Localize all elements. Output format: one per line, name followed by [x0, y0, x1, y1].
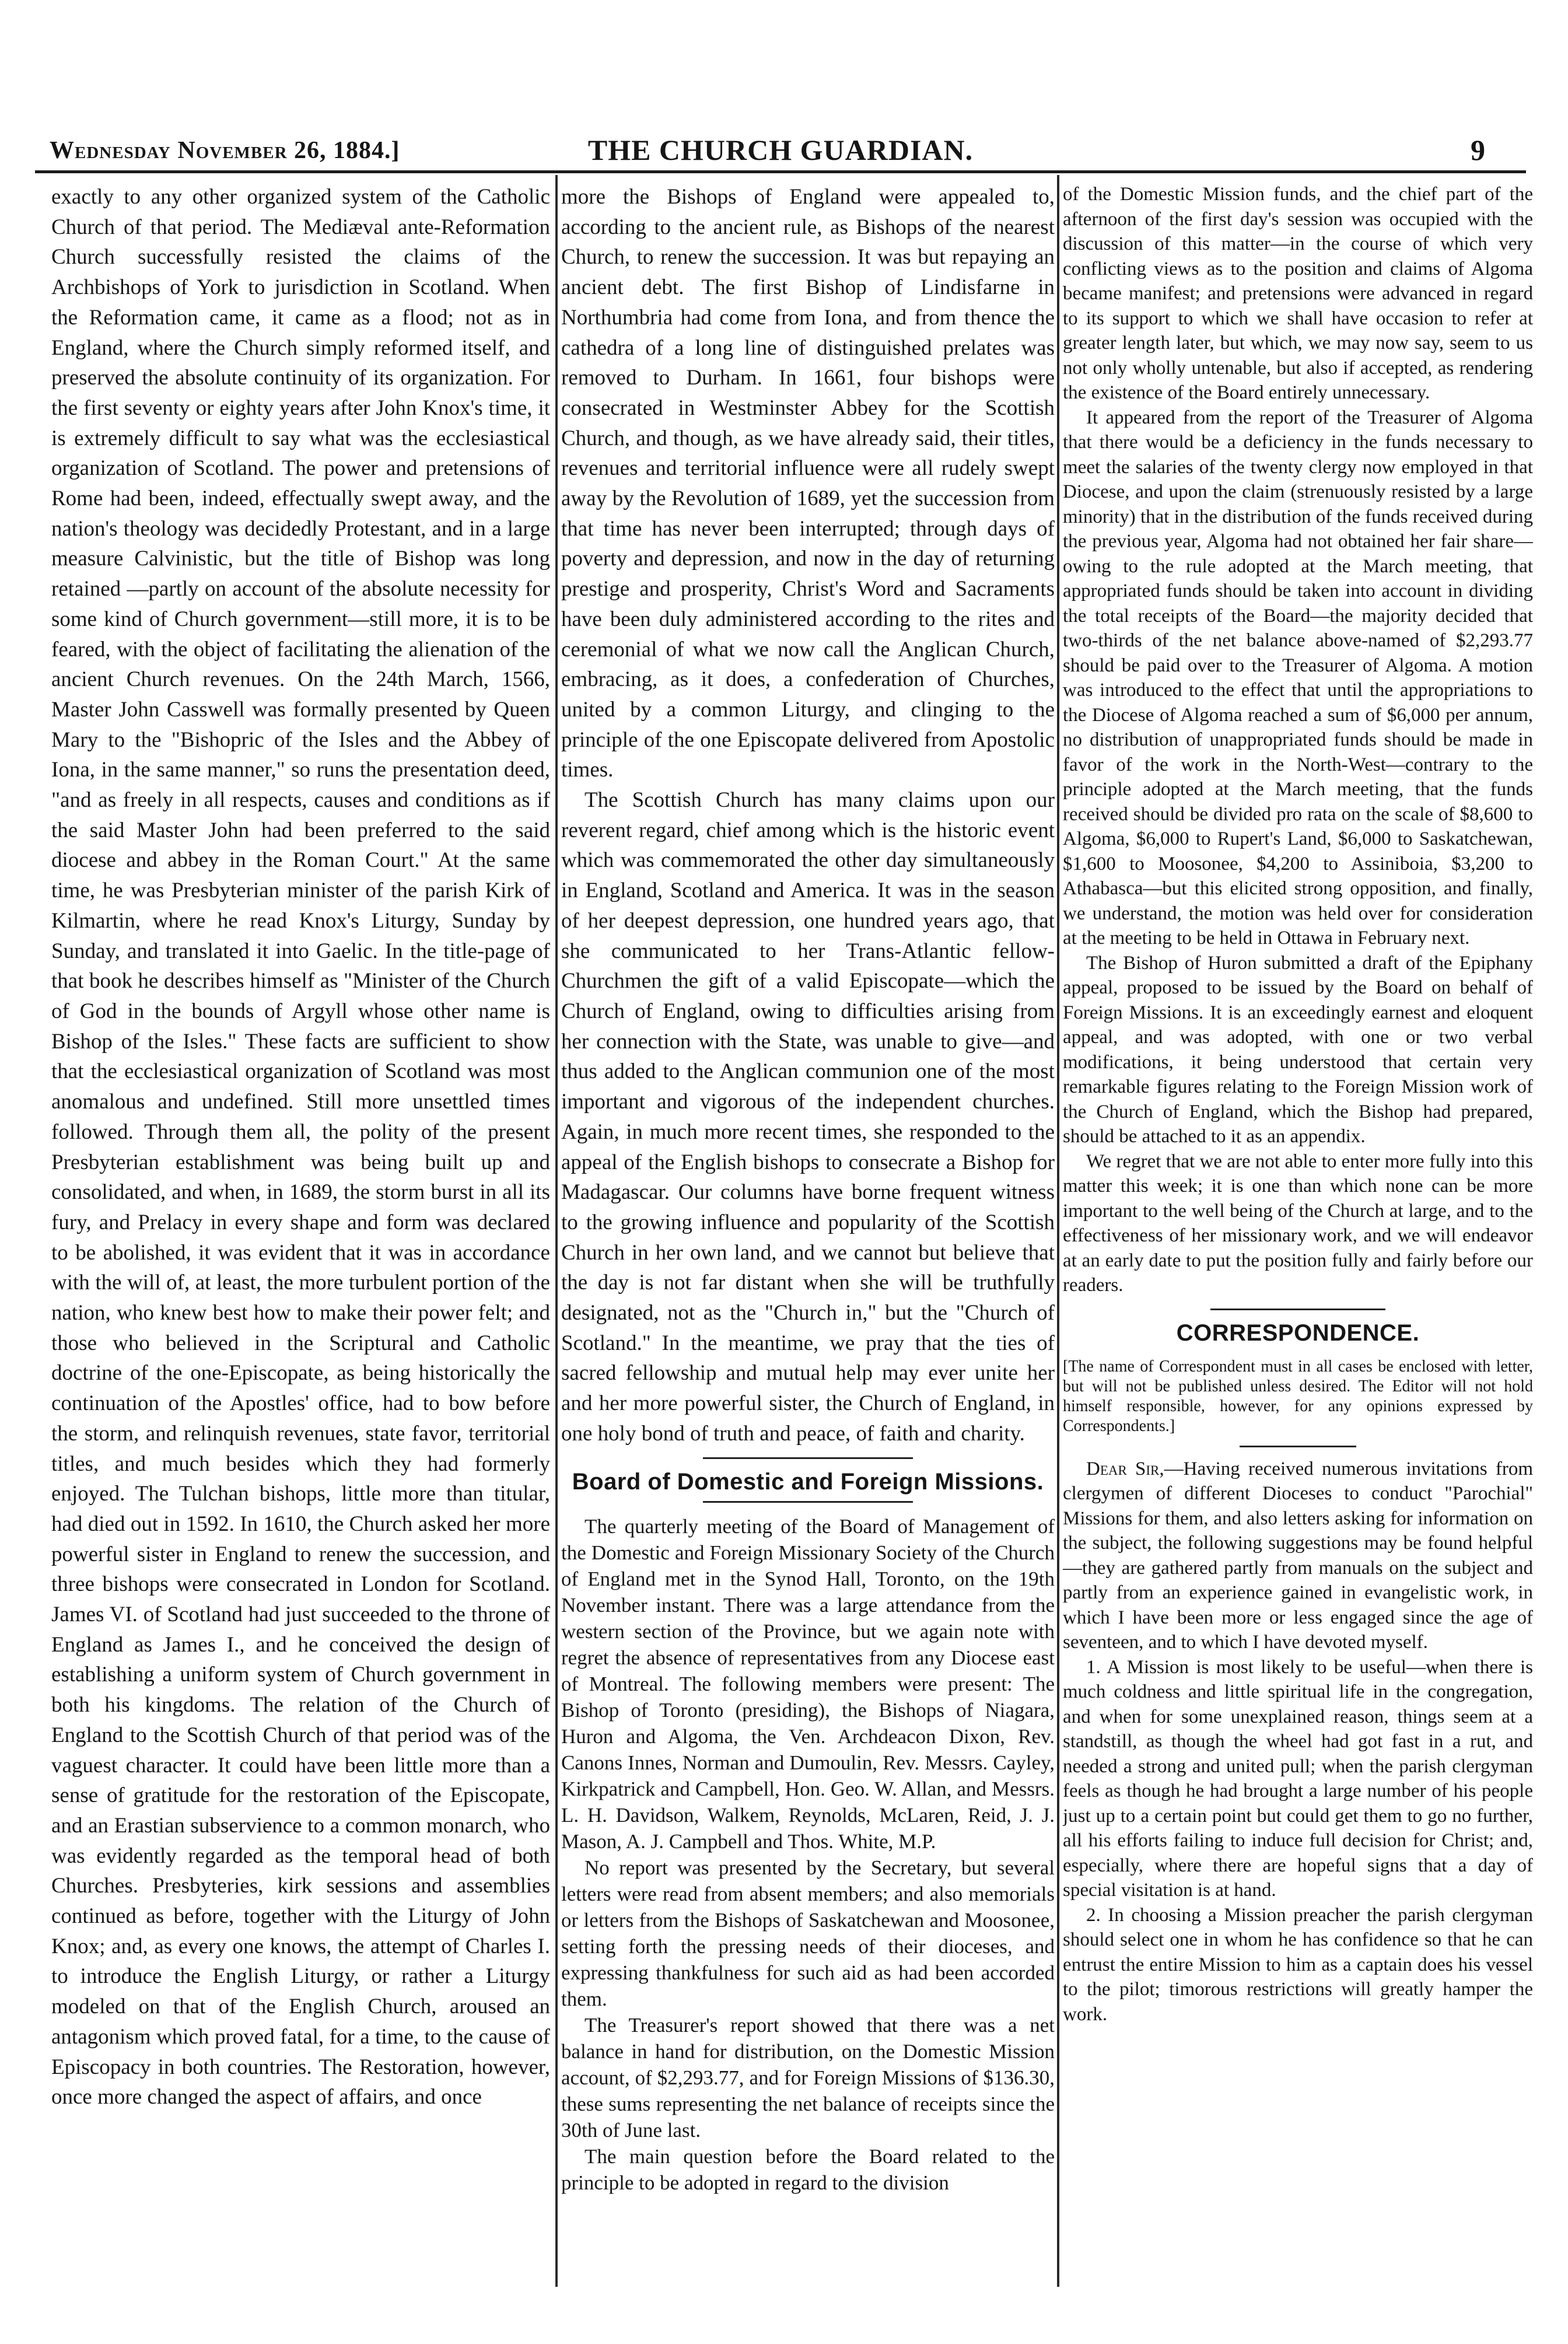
correspondence-rule-bottom: [1240, 1446, 1356, 1447]
column-divider-1: [555, 175, 558, 2287]
header-date: Wednesday November 26, 1884.]: [50, 137, 400, 164]
letter-salutation: Dear Sir,: [1086, 1458, 1164, 1479]
letter-intro: —Having received numerous invitations from clergymen of different Dioceses to conduct "Parochial" Missions for them, and also letters asking for information on the subject, the following suggestions may be found helpful—they are gathered partly from manuals on the subject and partly from an experience gained in evangelistic work, in which I have been more or less engaged since the age of seventeen, and to which I have devoted myself.: [1063, 1458, 1533, 1653]
column-2: [561, 182, 1055, 2317]
letter-paragraph-3: 2. In choosing a Mission preacher the parish clergyman should select one in whom he has confidence so that he can entrust the entire Mission to him as a captain does his vessel to the pilot; timorous restrictions will greatly hamper the work.: [1063, 1904, 1533, 2025]
letter-paragraph-2: 1. A Mission is most likely to be useful—when there is much coldness and little spiritual life in the congregation, and when for some unexplained reason, things seem at a standstill, as though the wheel had got fast in a rut, and needed a strong and united pull; when the parish clergyman feels as though he had brought a large number of his people just up to a certain point but could get them to go no further, all his efforts failing to induce full decision for Christ; and, especially, where there are hopeful signs that a day of special visitation is at hand.: [1063, 1656, 1533, 1901]
editorial-note: [The name of Correspondent must in all cases be enclosed with letter, but will not be published unless desired. The Editor will not hold himself responsible, however, for any opinions expressed by Correspondents.]: [1063, 1357, 1533, 1435]
column-1: [51, 182, 550, 2317]
col2-paragraph-1: more the Bishops of England were appealed to, according to the ancient rule, as Bishops of the nearest Church, to renew the succession. It was but repaying an ancient debt. The first Bishop of Lindisfarne in Northumbria had come from Iona, and from thence the cathedra of a long line of distinguished prelates was removed to Durham. In 1661, four bishops were consecrated in Westminster Abbey for the Scottish Church, and though, as we have already said, their titles, revenues and territorial influence were all rudely swept away by the Revolution of 1689, yet the succession from that time has never been interrupted; through days of poverty and depression, and now in the day of returning prestige and prosperity, Christ's Word and Sacraments have been duly administered according to the rites and ceremonial of what we now call the Anglican Church, embracing, as it does, a confederation of Churches, united by a common Liturgy, and clinging to the principle of the one Episcopate delivered from Apostolic times.: [561, 185, 1055, 782]
column-divider-2: [1057, 175, 1059, 2287]
col3-paragraph-2: It appeared from the report of the Treasurer of Algoma that there would be a deficiency in the funds necessary to meet the salaries of the twenty clergy now employed in that Diocese, and upon the claim (strenuously resisted by a large minority) that in the distribution of the funds received during the previous year, Algoma had not obtained her fair share—owing to the rule adopted at the March meeting, that appropriated funds should be taken into account in dividing the total receipts of the Board—the majority decided that two-thirds of the net balance above-named of $2,293.77 should be paid over to the Treasurer of Algoma. A motion was introduced to the effect that until the appropriations to the Diocese of Algoma reached a sum of $6,000 per annum, no distribution of unappropriated funds should be made in favor of the work in the North-West—contrary to the principle adopted at the March meeting, that the funds received should be divided pro rata on the scale of $8,600 to Algoma, $6,000 to Rupert's Land, $6,000 to Saskatchewan, $1,600 to Moosonee, $4,200 to Assiniboia, $3,200 to Athabasca—but this elicited strong opposition, and finally, we understand, the motion was held over for consideration at the meeting to be held in Ottawa in February next.: [1063, 407, 1533, 949]
section-rule-top: [703, 1457, 913, 1459]
section-title-board-missions: Board of Domestic and Foreign Missions.: [572, 1468, 1044, 1495]
col1-paragraph: exactly to any other organized system of the Catholic Church of that period. The Mediæval ante-Reformation Church successfully resisted the claims of the Archbishops of York to jurisdiction in Scotland. When the Reformation came, it came as a flood; not as in England, where the Church simply reformed itself, and preserved the absolute continuity of its organization. For the first seventy or eighty years after John Knox's time, it is extremely difficult to say what was the ecclesiastical organization of Scotland. The power and pretensions of Rome had been, indeed, effectually swept away, and the nation's theology was decidedly Protestant, and in a large measure Calvinistic, but the title of Bishop was long retained —partly on account of the absolute necessity for some kind of Church government—still more, it is to be feared, with the object of facilitating the alienation of the ancient Church revenues. On the 24th March, 1566, Master John Casswell was formally presented by Queen Mary to the "Bishopric of the Isles and the Abbey of Iona, in the same manner," so runs the presentation deed, "and as freely in all respects, causes and conditions as if the said Master John had been preferred to the said diocese and abbey in the Roman Court." At the same time, he was Presbyterian minister of the parish Kirk of Kilmartin, where he read Knox's Liturgy, Sunday by Sunday, and translated it into Gaelic. In the title-page of that book he describes himself as "Minister of the Church of God in the bounds of Argyll whose other name is Bishop of the Isles." These facts are sufficient to show that the ecclesiastical organization of Scotland was most anomalous and undefined. Still more unsettled times followed. Through them all, the polity of the present Presbyterian establishment was being built up and consolidated, and when, in 1689, the storm burst in all its fury, and Prelacy in every shape and form was declared to be abolished, it was evident that it was in accordance with the will of, at least, the more turbulent portion of the nation, who knew best how to make their power felt; and those who believed in the Scriptural and Catholic doctrine of the one-Episcopate, as being historically the continuation of the Apostles' office, had to bow before the storm, and relinquish revenues, state favor, territorial titles, and much besides which they had formerly enjoyed. The Tulchan bishops, little more than titular, had died out in 1592. In 1610, the Church asked her more powerful sister in England to renew the succession, and three bishops were consecrated in London for Scotland. James VI. of Scotland had just succeeded to the throne of England as James I., and he conceived the design of establishing a uniform system of Church government in both his kingdoms. The relation of the Church of England to the Scottish Church of that period was of the vaguest character. It could have been little more than a sense of gratitude for the restoration of the Episcopate, and an Erastian subservience to a common monarch, who was evidently regarded as the temporal head of both Churches. Presbyteries, kirk sessions and assemblies continued as before, together with the Liturgy of John Knox; and, as every one knows, the attempt of Charles I. to introduce the English Liturgy, or rather a Liturgy modeled on that of the English Church, aroused an antagonism which proved fatal, for a time, to the cause of Episcopacy in both countries. The Restoration, however, once more changed the aspect of affairs, and once: [51, 185, 550, 2109]
col2-paragraph-4: No report was presented by the Secretary, but several letters were read from absent members; and also memorials or letters from the Bishops of Saskatchewan and Moosonee, setting forth the pressing needs of their dioceses, and expressing thankfulness for such aid as had been accorded them.: [561, 1856, 1055, 2010]
col3-paragraph-1: of the Domestic Mission funds, and the chief part of the afternoon of the first day's session was occupied with the discussion of this matter—in the course of which very conflicting views as to the position and claims of Algoma became manifest; and pretensions were advanced in regard to its support to which we shall have occasion to refer at greater length later, but which, we may now say, seem to us not only wholly untenable, but also if accepted, as rendering the existence of the Board entirely unnecessary.: [1063, 184, 1533, 403]
letter-paragraph-1: [1063, 1457, 1533, 1655]
col2-paragraph-6: The main question before the Board related to the principle to be adopted in regard to the division: [561, 2144, 1055, 2194]
correspondence-rule-top: [1210, 1309, 1385, 1310]
masthead-title: THE CHURCH GUARDIAN.: [587, 134, 974, 166]
col2-paragraph-5: The Treasurer's report showed that there was a net balance in hand for distribution, on the Domestic Mission account, of $2,293.77, and for Foreign Missions of $136.30, these sums representing the net balance of receipts since the 30th of June last.: [561, 2013, 1055, 2142]
page-number: 9: [1471, 134, 1485, 166]
section-rule-bottom: [703, 1501, 913, 1503]
col2-paragraph-3: The quarterly meeting of the Board of Management of the Domestic and Foreign Missionary Society of the Church of England met in the Synod Hall, Toronto, on the 19th November instant. There was a large attendance from the western section of the Province, but we again note with regret the absence of representatives from any Diocese east of Montreal. The following members were present: The Bishop of Toronto (presiding), the Bishops of Niagara, Huron and Algoma, the Ven. Archdeacon Dixon, Rev. Canons Innes, Norman and Dumoulin, Rev. Messrs. Cayley, Kirkpatrick and Campbell, Hon. Geo. W. Allan, and Messrs. L. H. Davidson, Walkem, Reynolds, McLaren, Reid, J. J. Mason, A. J. Campbell and Thos. White, M.P.: [561, 1514, 1055, 1853]
column-3: [1063, 182, 1533, 2317]
col2-paragraph-2: The Scottish Church has many claims upon our reverent regard, chief among which is the historic event which was commemorated the other day simultaneously in England, Scotland and America. It was in the season of her deepest depression, one hundred years ago, that she communicated to her Trans-Atlantic fellow-Churchmen the gift of a valid Episcopate—which the Church of England, owing to difficulties arising from her connection with the State, was unable to give—and thus added to the Anglican communion one of the most important and vigorous of the independent churches. Again, in much more recent times, she responded to the appeal of the English bishops to consecrate a Bishop for Madagascar. Our columns have borne frequent witness to the growing influence and popularity of the Scottish Church in her own land, and we cannot but believe that the day is not far distant when she will be truthfully designated, not as the "Church in," but the "Church of Scotland." In the meantime, we pray that the ties of sacred fellowship and mutual help may ever unite her and her more powerful sister, the Church of England, in one holy bond of truth and peace, of faith and charity.: [561, 788, 1055, 1446]
page-header: [35, 133, 1526, 169]
header-rule: [35, 170, 1526, 173]
section-title-correspondence: CORRESPONDENCE.: [1176, 1320, 1420, 1346]
col3-paragraph-3: The Bishop of Huron submitted a draft of the Epiphany appeal, proposed to be issued by the Board on behalf of Foreign Missions. It is an exceedingly earnest and eloquent appeal, and was adopted, with one or two verbal modifications, it being understood that certain very remarkable figures relating to the Foreign Mission work of the Church of England, which the Bishop had prepared, should be attached to it as an appendix.: [1063, 952, 1533, 1147]
col3-paragraph-4: We regret that we are not able to enter more fully into this matter this week; it is one than which none can be more important to the well being of the Church at large, and to the effectiveness of her missionary work, and we will endeavor at an early date to put the position fully and fairly before our readers.: [1063, 1150, 1533, 1296]
